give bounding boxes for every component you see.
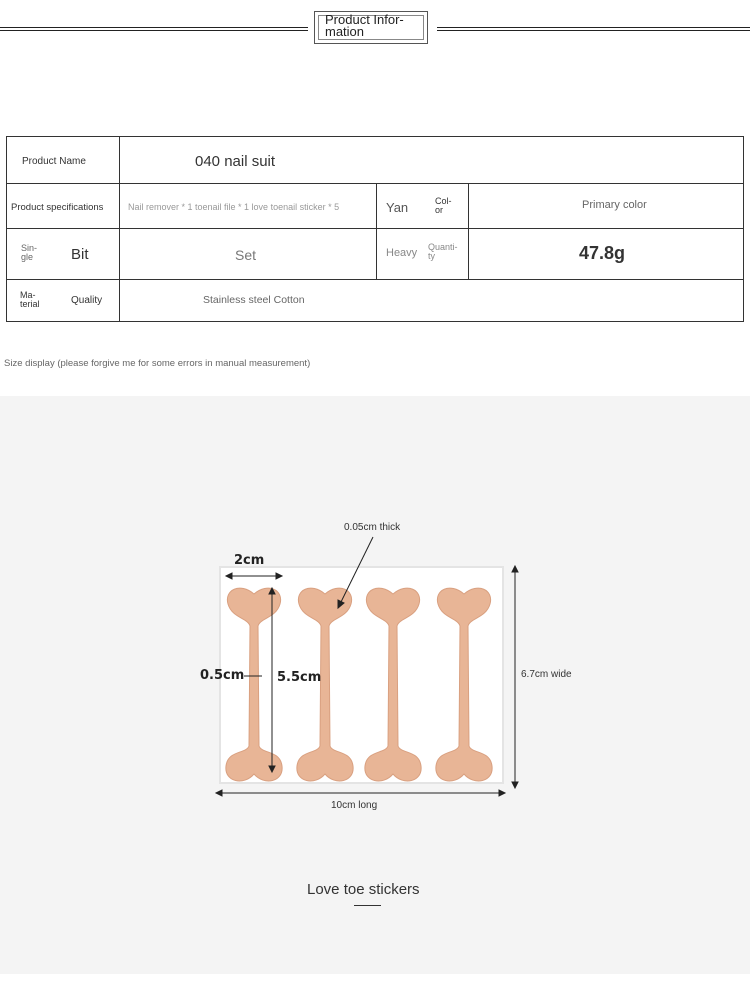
sticker-3: [365, 588, 421, 781]
caption-underline: [354, 905, 381, 906]
image-caption: Love toe stickers: [307, 881, 420, 898]
stem-width-label: 0.5cm: [200, 668, 245, 683]
specifications-value: Nail remover * 1 toenail file * 1 love toenail sticker * 5: [128, 202, 340, 212]
size-note: Size display (please forgive me for some errors in manual measurement): [4, 358, 311, 369]
unit-value: Set: [235, 247, 257, 263]
material-value: Stainless steel Cotton: [203, 294, 305, 306]
width-measure-label: 2cm: [234, 553, 265, 568]
height-measure-label: 5.5cm: [277, 670, 322, 685]
material-label-a: Ma- terial: [20, 290, 40, 309]
section-title: Product Infor- mation: [325, 12, 404, 39]
weight-label-a: Heavy: [386, 247, 418, 259]
sticker-4: [436, 588, 492, 781]
sticker-1: [226, 588, 282, 781]
weight-label-b: Quanti- ty: [428, 242, 458, 261]
thickness-label: 0.05cm thick: [344, 522, 401, 533]
color-value: Primary color: [582, 199, 647, 211]
unit-label-b: Bit: [71, 246, 89, 263]
sheet-length-label: 10cm long: [331, 800, 378, 811]
product-name-label: Product Name: [22, 156, 86, 167]
product-name-value: 040 nail suit: [195, 153, 276, 170]
weight-value: 47.8g: [579, 243, 626, 263]
color-label-b: Col- or: [435, 196, 452, 215]
color-label-a: Yan: [386, 200, 409, 215]
sheet-height-label: 6.7cm wide: [521, 669, 572, 680]
unit-label-a: Sin- gle: [21, 243, 38, 262]
material-label-b: Quality: [71, 295, 103, 306]
specifications-label: Product specifications: [11, 202, 104, 213]
